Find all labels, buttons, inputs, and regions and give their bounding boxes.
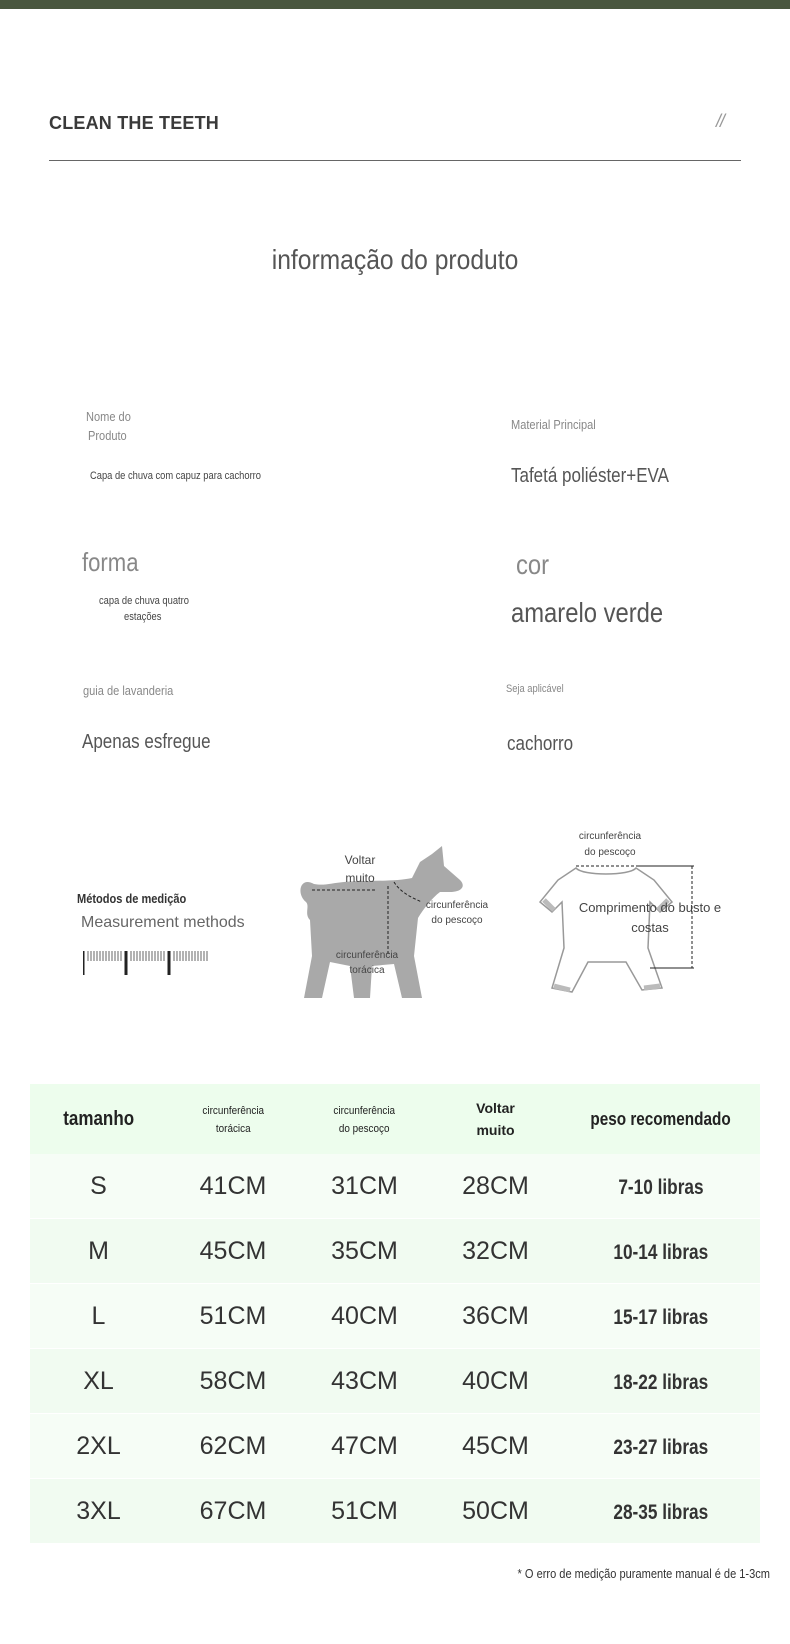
- form-value-1: capa de chuva quatro: [99, 595, 189, 607]
- cell-back: 50CM: [430, 1479, 561, 1544]
- shirt-neck-label-2: do pescoço: [584, 847, 636, 858]
- product-name-value: Capa de chuva com capuz para cachorro: [90, 470, 261, 482]
- header-weight: peso recomendado: [561, 1084, 760, 1154]
- dog-chest-label-2: torácica: [349, 965, 385, 976]
- table-row: [30, 1414, 760, 1479]
- product-name-label-1: Nome do: [86, 409, 131, 424]
- header-chest: circunferência torácica: [167, 1084, 299, 1154]
- table-row: [30, 1479, 760, 1544]
- brand-title: CLEAN THE TEETH: [49, 113, 220, 133]
- decorative-slashes: //: [716, 111, 725, 131]
- laundry-label: guia de lavanderia: [83, 683, 174, 698]
- header-neck: circunferência do pescoço: [299, 1084, 430, 1154]
- form-value-2: estações: [124, 611, 162, 623]
- shirt-neck-label-1: circunferência: [578, 831, 642, 842]
- cell-size: XL: [30, 1349, 167, 1414]
- product-name-label-2: Produto: [88, 428, 127, 443]
- material-label: Material Principal: [511, 417, 596, 432]
- form-label: forma: [82, 547, 139, 577]
- cell-size: 2XL: [30, 1414, 167, 1479]
- cell-weight: 15-17 libras: [561, 1284, 760, 1349]
- dog-neck-label-1: circunferência: [425, 900, 489, 911]
- color-label: cor: [516, 549, 550, 580]
- table-row: [30, 1284, 760, 1349]
- section-title: informação do produto: [271, 244, 519, 275]
- cell-weight: 28-35 libras: [561, 1479, 760, 1544]
- cell-back: 45CM: [430, 1414, 561, 1479]
- cell-size: 3XL: [30, 1479, 167, 1544]
- cell-size: S: [30, 1154, 167, 1219]
- cell-back: 28CM: [430, 1154, 561, 1219]
- dog-neck-label-2: do pescoço: [431, 915, 483, 926]
- measurement-title: Métodos de medição: [77, 891, 187, 906]
- ruler-icon: [83, 951, 213, 975]
- cell-chest: 45CM: [167, 1219, 299, 1284]
- cell-neck: 43CM: [299, 1349, 430, 1414]
- header-size: tamanho: [30, 1084, 167, 1154]
- header-divider: [49, 160, 741, 161]
- table-row: [30, 1349, 760, 1414]
- cell-size: L: [30, 1284, 167, 1349]
- cell-chest: 67CM: [167, 1479, 299, 1544]
- shirt-length-label-1: Comprimento do busto e: [578, 900, 722, 915]
- cell-chest: 62CM: [167, 1414, 299, 1479]
- cell-weight: 7-10 libras: [561, 1154, 760, 1219]
- header-back: Voltar muito: [430, 1084, 561, 1154]
- dog-chest-label-1: circunferência: [335, 950, 399, 961]
- measurement-subtitle: Measurement methods: [81, 914, 245, 931]
- cell-weight: 10-14 libras: [561, 1219, 760, 1284]
- cell-weight: 23-27 libras: [561, 1414, 760, 1479]
- cell-back: 40CM: [430, 1349, 561, 1414]
- cell-chest: 51CM: [167, 1284, 299, 1349]
- cell-neck: 51CM: [299, 1479, 430, 1544]
- cell-size: M: [30, 1219, 167, 1284]
- color-value: amarelo verde: [511, 597, 664, 628]
- applicable-label: Seja aplicável: [506, 683, 564, 695]
- laundry-value: Apenas esfregue: [82, 731, 211, 753]
- size-table: [30, 1084, 760, 1544]
- measurement-footnote: * O erro de medição puramente manual é de 1-3cm: [517, 1566, 770, 1581]
- table-row: [30, 1154, 760, 1219]
- cell-weight: 18-22 libras: [561, 1349, 760, 1414]
- cell-back: 32CM: [430, 1219, 561, 1284]
- cell-chest: 41CM: [167, 1154, 299, 1219]
- dog-back-label-1: Voltar: [344, 853, 376, 867]
- cell-back: 36CM: [430, 1284, 561, 1349]
- applicable-value: cachorro: [507, 733, 574, 755]
- table-header-row: [30, 1084, 760, 1154]
- cell-neck: 35CM: [299, 1219, 430, 1284]
- material-value: Tafetá poliéster+EVA: [511, 465, 669, 487]
- top-bar: [0, 0, 790, 9]
- shirt-length-label-2: costas: [631, 920, 669, 935]
- cell-neck: 31CM: [299, 1154, 430, 1219]
- table-row: [30, 1219, 760, 1284]
- cell-neck: 47CM: [299, 1414, 430, 1479]
- cell-chest: 58CM: [167, 1349, 299, 1414]
- cell-neck: 40CM: [299, 1284, 430, 1349]
- dog-back-label-2: muito: [345, 871, 375, 885]
